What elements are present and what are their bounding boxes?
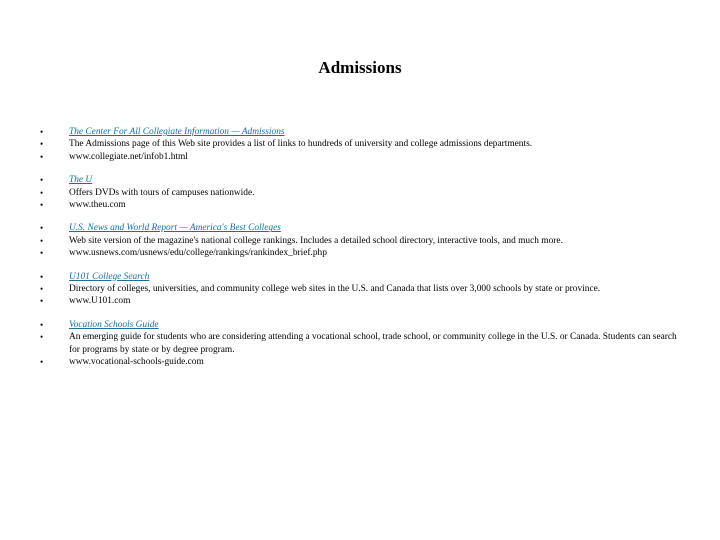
resource-link-line: [40, 174, 680, 186]
bullet-icon: •: [40, 332, 44, 343]
bullet-icon: •: [40, 200, 44, 211]
bullet-icon: •: [40, 175, 44, 186]
resource-description: The Admissions page of this Web site provides a list of links to hundreds of university and college admissions departments.: [69, 139, 533, 150]
resource-link[interactable]: U.S. News and World Report — America's Best Colleges: [69, 223, 281, 234]
resource-url-line: [40, 199, 680, 211]
resource-link-line: [40, 271, 680, 283]
list-item: [40, 271, 680, 308]
resource-link[interactable]: The U: [69, 175, 93, 186]
list-item: [40, 126, 680, 163]
bullet-icon: •: [40, 284, 44, 295]
bullet-icon: •: [40, 271, 44, 282]
bullet-icon: •: [40, 235, 44, 246]
resource-link[interactable]: Vocation Schools Guide: [69, 319, 159, 330]
list-item: [40, 174, 680, 211]
bullet-icon: •: [40, 223, 44, 234]
resource-url: www.usnews.com/usnews/edu/college/rankings/rankindex_brief.php: [69, 248, 327, 259]
resource-description-line: [40, 138, 680, 150]
resource-url-line: [40, 356, 680, 368]
resource-url-line: [40, 295, 680, 307]
resource-url-line: [40, 247, 680, 259]
bullet-icon: •: [40, 187, 44, 198]
bullet-icon: •: [40, 319, 44, 330]
resource-link-line: [40, 126, 680, 138]
resource-description-line: [40, 331, 680, 356]
bullet-icon: •: [40, 357, 44, 368]
bullet-icon: •: [40, 248, 44, 259]
resource-link-line: [40, 319, 680, 331]
page-title: Admissions: [318, 58, 402, 77]
resource-link[interactable]: U101 College Search: [69, 271, 150, 282]
resource-description: An emerging guide for students who are considering attending a vocational school, trade school, or community college in the U.S. or Canada. Students can search for programs by state or by degree program.: [69, 332, 677, 355]
resource-description: Offers DVDs with tours of campuses nationwide.: [69, 187, 255, 198]
resource-description: Web site version of the magazine's national college rankings. Includes a detailed school directory, interactive tools, and much more.: [69, 235, 563, 246]
list-item: [40, 319, 680, 369]
bullet-icon: •: [40, 296, 44, 307]
bullet-icon: •: [40, 139, 44, 150]
bullet-icon: •: [40, 127, 44, 137]
resource-description-line: [40, 235, 680, 247]
resource-url: www.collegiate.net/infob1.html: [69, 151, 188, 162]
resource-link[interactable]: The Center For All Collegiate Information — Admissions: [69, 127, 285, 137]
resource-description-line: [40, 187, 680, 199]
resource-description-line: [40, 283, 680, 295]
resource-url-line: [40, 151, 680, 163]
resource-link-line: [40, 222, 680, 234]
resource-list: [40, 126, 680, 380]
resource-url: www.theu.com: [69, 200, 126, 211]
bullet-icon: •: [40, 151, 44, 162]
list-item: [40, 222, 680, 259]
resource-url: www.vocational-schools-guide.com: [69, 357, 204, 368]
resource-description: Directory of colleges, universities, and community college web sites in the U.S. and Canada that lists over 3,000 schools by state or province.: [69, 284, 601, 295]
resource-url: www.U101.com: [69, 296, 131, 307]
